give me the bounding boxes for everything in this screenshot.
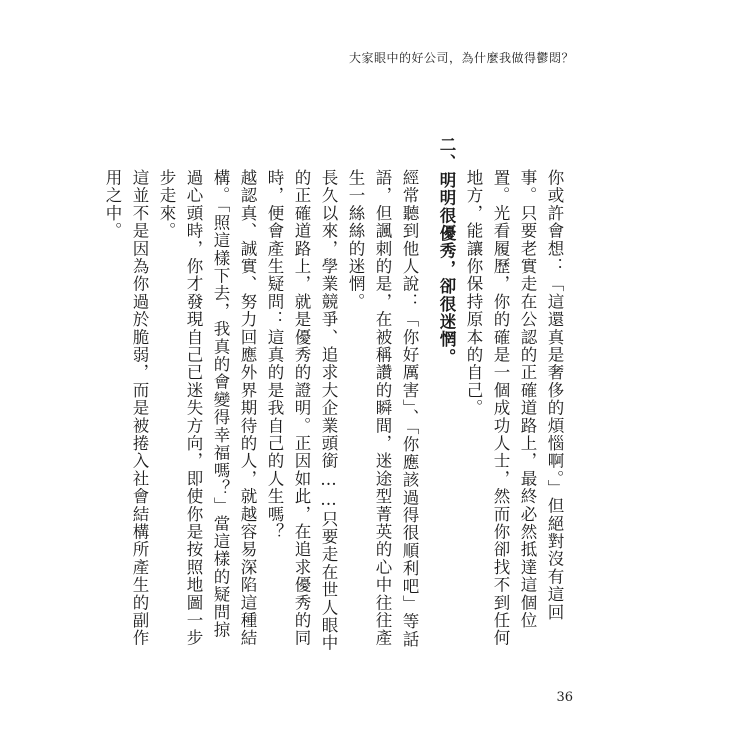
body-text — [103, 136, 568, 656]
paragraph: 這並不是因為你過於脆弱，而是被捲入社會結構所產生的副作用之中。 — [103, 169, 149, 647]
section-heading: 二、明明很優秀，卻很迷惘。 — [437, 136, 456, 367]
running-header: 大家眼中的好公司，為什麼我做得鬱悶？ — [348, 51, 574, 65]
paragraph: 你或許會想：「這還真是奢侈的煩惱啊。」但絕對沒有這回事。只要老實走在公認的正確道路上，最終必然抵達這個位置。光看履歷，你的確是一個成功人士，然而你卻找不到任何地方，能讓你保持原本的自己。 — [464, 169, 564, 647]
page-number: 36 — [556, 690, 573, 705]
paragraph: 越認真、誠實、努力回應外界期待的人，就越容易深陷這種結構。「照這樣下去，我真的會變得幸福嗎？」當這樣的疑問掠過心頭時，你才發現自己已迷失方向，即使你是按照地圖一步步走來。 — [157, 169, 257, 647]
paragraph: 經常聽到他人說：「你好厲害」、「你應該過得很順利吧」等話語，但諷刺的是，在被稱讚的瞬間，迷途型菁英的心中往往產生一絲絲的迷惘。 — [346, 169, 419, 649]
paragraph: 長久以來，學業競爭、追求大企業頭銜……只要走在世人眼中的正確道路上，就是優秀的證明。正因如此，在追求優秀的同時，便會產生疑問：這真的是我自己的人生嗎？ — [265, 169, 338, 652]
